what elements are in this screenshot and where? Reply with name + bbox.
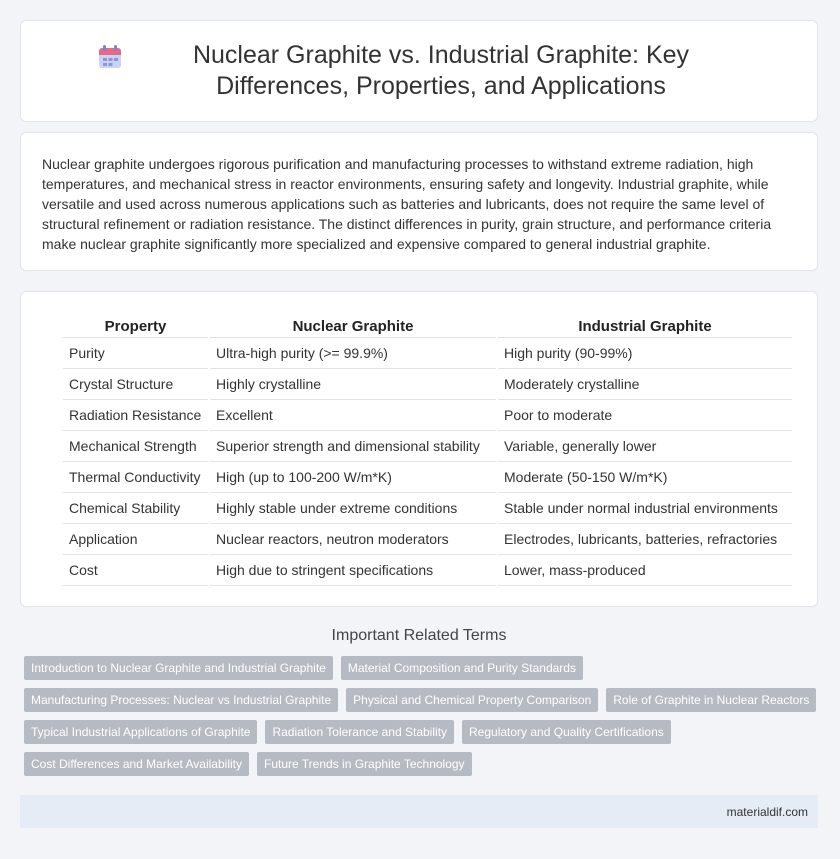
table-cell: Poor to moderate: [498, 400, 792, 431]
table-cell: High due to stringent specifications: [210, 555, 496, 586]
table-cell: Mechanical Strength: [63, 431, 208, 462]
table-cell: Purity: [63, 338, 208, 369]
table-cell: Highly stable under extreme conditions: [210, 493, 496, 524]
table-cell: Excellent: [210, 400, 496, 431]
table-cell: High purity (90-99%): [498, 338, 792, 369]
comparison-table: [61, 312, 794, 586]
related-terms-section: [20, 627, 818, 776]
page-title: Nuclear Graphite vs. Industrial Graphite: Key Differences, Properties, and Applications: [192, 41, 690, 100]
table-cell: Lower, mass-produced: [498, 555, 792, 586]
related-term-link[interactable]: Material Composition and Purity Standards: [341, 656, 583, 680]
table-cell: Thermal Conductivity: [63, 462, 208, 493]
intro-card: [20, 132, 818, 271]
table-row: [63, 524, 792, 555]
table-cell: Superior strength and dimensional stability: [210, 431, 496, 462]
header-industrial: Industrial Graphite: [498, 312, 792, 338]
table-cell: Highly crystalline: [210, 369, 496, 400]
table-cell: Application: [63, 524, 208, 555]
related-term-link[interactable]: Cost Differences and Market Availability: [24, 752, 249, 776]
table-cell: Moderate (50-150 W/m*K): [498, 462, 792, 493]
comparison-table-card: [20, 291, 818, 607]
related-term-link[interactable]: Introduction to Nuclear Graphite and Industrial Graphite: [24, 656, 333, 680]
table-cell: Chemical Stability: [63, 493, 208, 524]
related-term-link[interactable]: Manufacturing Processes: Nuclear vs Industrial Graphite: [24, 688, 338, 712]
related-term-link[interactable]: Physical and Chemical Property Comparison: [346, 688, 598, 712]
table-header-row: [63, 312, 792, 338]
table-cell: Ultra-high purity (>= 99.9%): [210, 338, 496, 369]
site-name: materialdif.com: [726, 804, 808, 819]
header-nuclear: Nuclear Graphite: [210, 312, 496, 338]
header-property: Property: [63, 312, 208, 338]
title-wrap: [97, 40, 741, 102]
related-term-link[interactable]: Typical Industrial Applications of Graphite: [24, 720, 257, 744]
table-cell: Moderately crystalline: [498, 369, 792, 400]
related-terms-list: [20, 656, 824, 776]
table-cell: Stable under normal industrial environments: [498, 493, 792, 524]
related-term-link[interactable]: Radiation Tolerance and Stability: [265, 720, 454, 744]
table-row: [63, 369, 792, 400]
table-cell: Variable, generally lower: [498, 431, 792, 462]
table-row: [63, 493, 792, 524]
footer: [20, 795, 818, 828]
table-cell: Nuclear reactors, neutron moderators: [210, 524, 496, 555]
calendar-icon: [97, 44, 123, 70]
table-row: [63, 400, 792, 431]
intro-text: Nuclear graphite undergoes rigorous purification and manufacturing processes to withstand extreme radiation, high temperatures, and mechanical stress in reactor environments, ensuring safety and longevity. Industrial graphite, while versatile and used across numerous applications such as batteries and lubricants, does not require the same level of structural refinement or radiation resistance. The distinct differences in purity, grain structure, and performance criteria make nuclear graphite significantly more specialized and expensive compared to general industrial graphite.: [42, 156, 772, 252]
table-row: [63, 338, 792, 369]
table-cell: Crystal Structure: [63, 369, 208, 400]
table-cell: Cost: [63, 555, 208, 586]
table-row: [63, 462, 792, 493]
related-term-link[interactable]: Regulatory and Quality Certifications: [462, 720, 671, 744]
table-cell: High (up to 100-200 W/m*K): [210, 462, 496, 493]
related-term-link[interactable]: Role of Graphite in Nuclear Reactors: [606, 688, 816, 712]
related-term-link[interactable]: Future Trends in Graphite Technology: [257, 752, 472, 776]
table-row: [63, 555, 792, 586]
table-cell: Radiation Resistance: [63, 400, 208, 431]
header-card: [20, 20, 818, 122]
related-terms-title: Important Related Terms: [331, 627, 507, 644]
table-row: [63, 431, 792, 462]
table-cell: Electrodes, lubricants, batteries, refractories: [498, 524, 792, 555]
